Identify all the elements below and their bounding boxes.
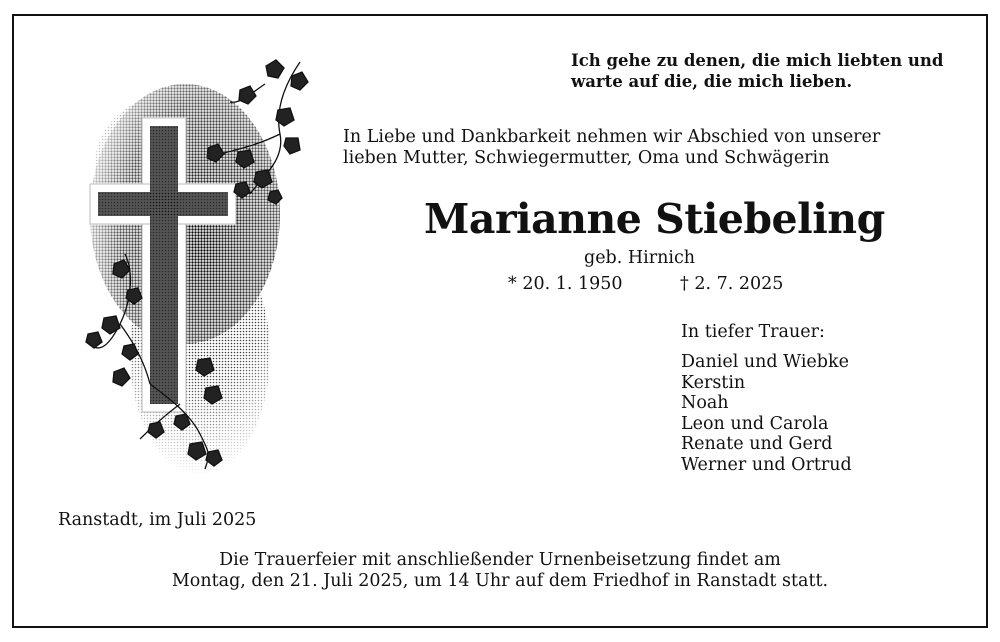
intro-line: In Liebe und Dankbarkeit nehmen wir Abschied von unserer bbox=[343, 127, 881, 147]
place-and-date: Ranstadt, im Juli 2025 bbox=[58, 510, 257, 530]
mourner-item: Renate und Gerd bbox=[681, 434, 833, 454]
birth-date: * 20. 1. 1950 bbox=[508, 274, 623, 294]
mourner-item: Leon und Carola bbox=[681, 413, 829, 434]
funeral-line: Die Trauerfeier mit anschließender Urnenbeisetzung findet am bbox=[219, 550, 781, 570]
funeral-line: Montag, den 21. Juli 2025, um 14 Uhr auf dem Friedhof in Ranstadt statt. bbox=[171, 571, 829, 591]
motto-line: Ich gehe zu denen, die mich liebten und bbox=[571, 51, 944, 70]
mourner-item: Noah bbox=[681, 393, 729, 413]
maiden-name: geb. Hirnich bbox=[584, 248, 696, 268]
mourner-item: Daniel und Wiebke bbox=[681, 352, 849, 372]
mourner-item: Kerstin bbox=[681, 372, 746, 393]
death-date: † 2. 7. 2025 bbox=[680, 274, 784, 294]
deceased-name: Marianne Stiebeling bbox=[424, 195, 885, 243]
motto bbox=[571, 50, 943, 92]
mourner-item: Werner und Ortrud bbox=[681, 454, 852, 475]
funeral-notice bbox=[0, 550, 1000, 592]
intro-line: lieben Mutter, Schwiegermutter, Oma und Schwägerin bbox=[343, 148, 830, 168]
mourners-list bbox=[681, 352, 852, 475]
cross-icon bbox=[80, 54, 320, 478]
intro-text bbox=[343, 127, 880, 169]
mourning-heading: In tiefer Trauer: bbox=[681, 322, 825, 342]
motto-line: warte auf die, die mich lieben. bbox=[571, 72, 853, 91]
